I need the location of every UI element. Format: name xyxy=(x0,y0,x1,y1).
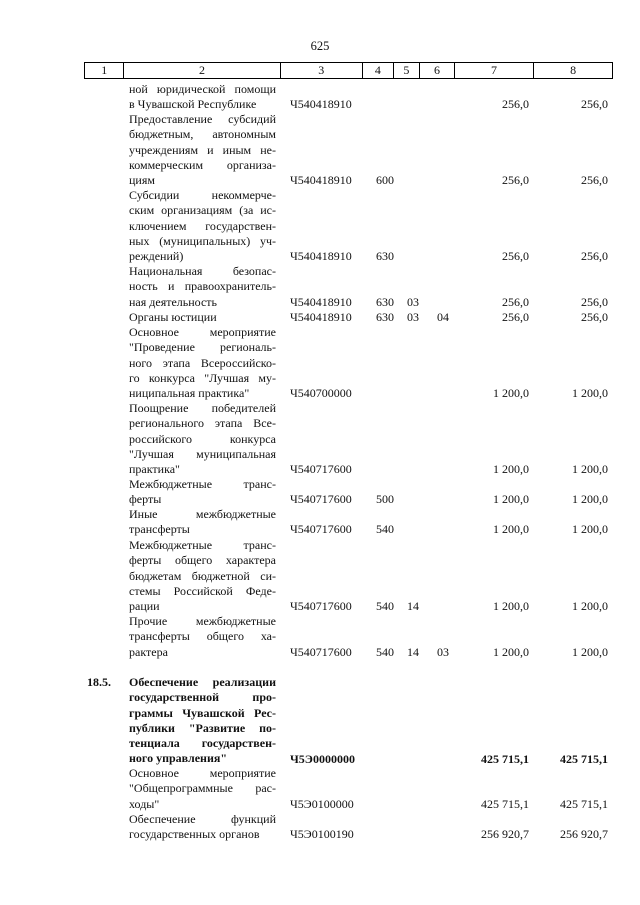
description-line: трансферты xyxy=(129,522,190,537)
row-description xyxy=(129,264,276,310)
amount-col-8: 256,0 xyxy=(581,173,608,188)
description-line: го конкурса "Лучшая му- xyxy=(129,370,276,385)
target-article-code: Ч540418910 xyxy=(290,249,352,264)
amount-col-7: 256 920,7 xyxy=(481,827,529,842)
description-line: Предоставление субсидий xyxy=(129,112,276,126)
description-line: ключением государствен- xyxy=(129,218,276,233)
description-line: трансферты общего ха- xyxy=(129,629,276,644)
table-row xyxy=(0,310,640,325)
section-code: 14 xyxy=(407,599,419,614)
table-row xyxy=(0,477,640,508)
amount-col-8: 1 200,0 xyxy=(572,644,608,659)
expense-type-code: 630 xyxy=(376,249,394,264)
description-line: бюджетам бюджетной си- xyxy=(129,568,276,583)
section-code: 03 xyxy=(407,294,419,309)
amount-col-7: 256,0 xyxy=(502,294,529,309)
column-header-5: 5 xyxy=(393,63,420,79)
description-line: ским организациям (за ис- xyxy=(129,203,276,218)
target-article-code: Ч540418910 xyxy=(290,97,352,112)
description-line: рактера xyxy=(129,644,168,659)
amount-col-7: 256,0 xyxy=(502,173,529,188)
expense-type-code: 630 xyxy=(376,294,394,309)
table-row xyxy=(0,82,640,113)
description-line: Межбюджетные транс- xyxy=(129,477,276,491)
description-line: российского конкурса xyxy=(129,431,276,446)
table-row xyxy=(0,675,640,767)
description-line: в Чувашской Республике xyxy=(129,97,257,112)
amount-col-8: 256,0 xyxy=(581,97,608,112)
page-number: 625 xyxy=(310,39,330,53)
column-header-4: 4 xyxy=(363,63,394,79)
description-line: ходы" xyxy=(129,796,160,811)
amount-col-7: 1 200,0 xyxy=(493,599,529,614)
description-line: ных (муниципальных) уч- xyxy=(129,233,276,248)
description-line: рации xyxy=(129,599,160,614)
amount-col-7: 1 200,0 xyxy=(493,492,529,507)
target-article-code: Ч5Э0000000 xyxy=(290,751,355,766)
expense-type-code: 630 xyxy=(376,310,394,324)
amount-col-7: 256,0 xyxy=(502,97,529,112)
table-row xyxy=(0,766,640,812)
row-description xyxy=(129,614,276,660)
target-article-code: Ч540717600 xyxy=(290,492,352,507)
description-line: ной юридической помощи xyxy=(129,82,276,96)
amount-col-8: 256 920,7 xyxy=(560,827,608,842)
description-line: публики "Развитие по- xyxy=(129,720,276,735)
row-description xyxy=(129,766,276,812)
table-row xyxy=(0,112,640,189)
row-description xyxy=(129,82,276,113)
table-row xyxy=(0,264,640,310)
amount-col-8: 1 200,0 xyxy=(572,386,608,401)
amount-col-7: 1 200,0 xyxy=(493,462,529,477)
description-line: Обеспечение реализации xyxy=(129,675,276,689)
expense-type-code: 540 xyxy=(376,599,394,614)
target-article-code: Ч540700000 xyxy=(290,386,352,401)
amount-col-8: 1 200,0 xyxy=(572,599,608,614)
row-description xyxy=(129,325,276,401)
table-row xyxy=(0,401,640,478)
column-header-1: 1 xyxy=(85,63,124,79)
description-line: Основное мероприятие xyxy=(129,325,276,339)
target-article-code: Ч540717600 xyxy=(290,644,352,659)
table-row xyxy=(0,614,640,660)
row-description xyxy=(129,188,276,264)
table-row xyxy=(0,812,640,843)
amount-col-8: 1 200,0 xyxy=(572,492,608,507)
amount-col-8: 256,0 xyxy=(581,310,608,324)
amount-col-7: 256,0 xyxy=(502,310,529,324)
description-line: практика" xyxy=(129,462,180,477)
target-article-code: Ч540717600 xyxy=(290,599,352,614)
target-article-code: Ч540418910 xyxy=(290,173,352,188)
description-line: коммерческим организа- xyxy=(129,157,276,172)
expense-type-code: 540 xyxy=(376,522,394,537)
row-description xyxy=(129,538,276,614)
row-description xyxy=(129,310,276,325)
amount-col-8: 256,0 xyxy=(581,249,608,264)
description-line: бюджетным, автономным xyxy=(129,127,276,142)
description-line: "Лучшая муниципальная xyxy=(129,446,276,461)
row-description xyxy=(129,112,276,188)
description-line: реждений) xyxy=(129,249,184,264)
target-article-code: Ч540418910 xyxy=(290,294,352,309)
table-row xyxy=(0,538,640,615)
description-line: государственных органов xyxy=(129,827,260,842)
column-header-2: 2 xyxy=(124,63,280,79)
description-line: "Проведение региональ- xyxy=(129,340,276,355)
description-line: ность и правоохранитель- xyxy=(129,279,276,294)
row-number: 18.5. xyxy=(87,675,111,689)
description-line: ниципальная практика" xyxy=(129,386,250,401)
description-line: циям xyxy=(129,173,155,188)
amount-col-8: 1 200,0 xyxy=(572,522,608,537)
description-line: граммы Чувашской Рес- xyxy=(129,705,276,720)
amount-col-8: 425 715,1 xyxy=(560,796,608,811)
section-code: 14 xyxy=(407,644,419,659)
amount-col-7: 1 200,0 xyxy=(493,386,529,401)
amount-col-7: 1 200,0 xyxy=(493,644,529,659)
description-line: Национальная безопас- xyxy=(129,264,276,278)
description-line: стемы Российской Феде- xyxy=(129,583,276,598)
amount-col-7: 425 715,1 xyxy=(481,796,529,811)
row-description xyxy=(129,507,276,538)
target-article-code: Ч540717600 xyxy=(290,462,352,477)
description-line: Основное мероприятие xyxy=(129,766,276,780)
amount-col-8: 425 715,1 xyxy=(560,751,608,766)
description-line: ферты xyxy=(129,492,162,507)
amount-col-7: 425 715,1 xyxy=(481,751,529,766)
description-line: ная деятельность xyxy=(129,294,218,309)
amount-col-8: 1 200,0 xyxy=(572,462,608,477)
row-description xyxy=(129,401,276,477)
expense-type-code: 600 xyxy=(376,173,394,188)
amount-col-7: 1 200,0 xyxy=(493,522,529,537)
description-line: "Общепрограммные рас- xyxy=(129,781,276,796)
description-line: учреждениям и иным не- xyxy=(129,142,276,157)
target-article-code: Ч5Э0100190 xyxy=(290,827,354,842)
description-line: ного этапа Всероссийско- xyxy=(129,355,276,370)
description-line: Прочие межбюджетные xyxy=(129,614,276,628)
description-line: Поощрение победителей xyxy=(129,401,276,415)
description-line: тенциала государствен- xyxy=(129,736,276,751)
column-header-7: 7 xyxy=(454,63,534,79)
target-article-code: Ч5Э0100000 xyxy=(290,796,354,811)
description-line: Иные межбюджетные xyxy=(129,507,276,521)
description-line: регионального этапа Все- xyxy=(129,416,276,431)
column-header-6: 6 xyxy=(420,63,454,79)
description-line: Субсидии некоммерче- xyxy=(129,188,276,202)
description-line: ного управления" xyxy=(129,751,228,766)
table-row xyxy=(0,507,640,538)
amount-col-7: 256,0 xyxy=(502,249,529,264)
subsection-code: 03 xyxy=(437,644,449,659)
table-row xyxy=(0,325,640,402)
section-code: 03 xyxy=(407,310,419,324)
expense-type-code: 500 xyxy=(376,492,394,507)
description-line: Межбюджетные транс- xyxy=(129,538,276,552)
target-article-code: Ч540717600 xyxy=(290,522,352,537)
row-description xyxy=(129,812,276,843)
description-line: Органы юстиции xyxy=(129,310,217,324)
column-header-8: 8 xyxy=(534,63,613,79)
column-header-3: 3 xyxy=(280,63,363,79)
expense-type-code: 540 xyxy=(376,644,394,659)
row-description xyxy=(129,477,276,508)
description-line: ферты общего характера xyxy=(129,553,276,568)
column-header-row xyxy=(84,62,613,79)
row-description xyxy=(129,675,276,767)
amount-col-8: 256,0 xyxy=(581,294,608,309)
target-article-code: Ч540418910 xyxy=(290,310,352,324)
subsection-code: 04 xyxy=(437,310,449,324)
description-line: Обеспечение функций xyxy=(129,812,276,826)
table-row xyxy=(0,188,640,265)
description-line: государственной про- xyxy=(129,690,276,705)
